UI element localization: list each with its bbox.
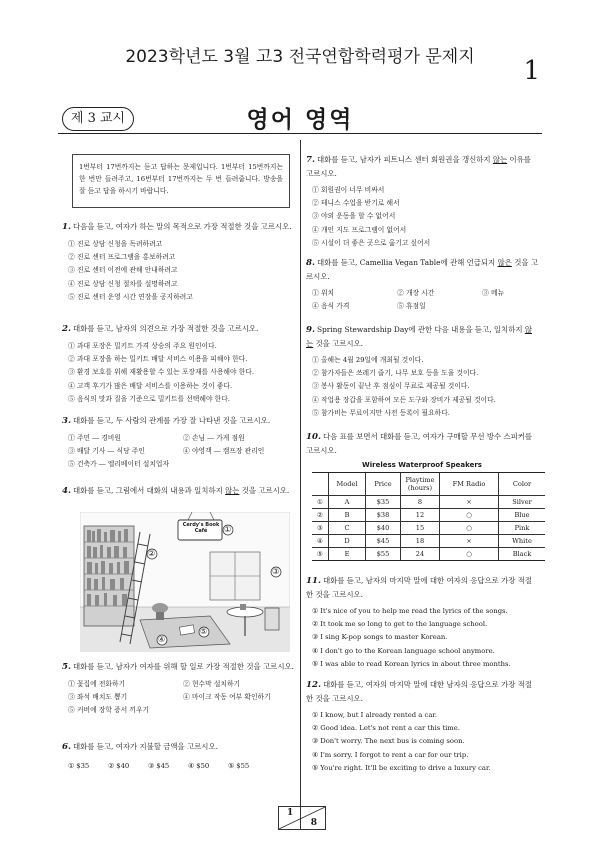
label-2: ② (148, 549, 156, 558)
col-price: Price (366, 473, 401, 496)
col-color: Color (499, 473, 546, 496)
table-row: ③ C $40 15 ○ Pink (312, 522, 545, 535)
question-8: 8. 대화를 듣고, Camellia Vegan Table에 관해 언급되지 않은 것을 고르시오. ① 위치 ② 개장 시간 ③ 메뉴 ④ 음식 가격 ⑤ 휴점일 (306, 258, 538, 311)
cafe-sign: Cerdy's Book Café (182, 522, 220, 534)
speaker-table (312, 472, 545, 561)
label-4: ④ (158, 635, 166, 644)
question-6: 6. 대화를 듣고, 여자가 지불할 금액을 고르시오. ① $35 ② $40 ③ $45 ④ $50 ⑤ $55 (62, 742, 250, 770)
exam-title: 2023학년도 3월 고3 전국연합학력평가 문제지 (125, 47, 475, 67)
question-7: 7. 대화를 듣고, 남자가 피트니스 센터 회원권을 갱신하지 않는 이유를 고르시오. ① 회원권이 너무 비싸서 ② 테니스 수업을 받기로 해서 ③ 야외 운동을 할 수 없어서 ④ 개인 지도 프로그램이 없어서 ⑤ 시설이 더 좋은 곳으로 옮기고 싶어서 (306, 155, 531, 247)
col-fm-radio: FM Radio (440, 473, 499, 496)
question-3: 3. 대화를 듣고, 두 사람의 관계를 가장 잘 나타낸 것을 고르시오. ① 주민 ― 경비원 ② 손님 ― 가게 점원 ③ 배달 기사 ― 식당 주인 ④ 야영객 ― 캠프장 관리인 ⑤ 건축가 ― 엘리베이터 설치업자 (62, 416, 271, 469)
listening-notice: 1번부터 17번까지는 듣고 답하는 문제입니다. 1번부터 15번까지는 한 번만 들려주고, 16번부터 17번까지는 두 번 들려줍니다. 방송을 잘 듣고 답을 하시기 바랍니다. (72, 154, 290, 208)
col-model: Model (329, 473, 366, 496)
column-divider (300, 140, 301, 830)
question-9: 9. Spring Stewardship Day에 관한 다음 내용을 듣고, 일치하지 않는 것을 고르시오. ① 올해는 4월 29일에 개최될 것이다. ② 참가자들은 쓰레기 줍기, 나무 보호 등을 도울 것이다. ③ 봉사 활동이 끝난 후 점심이 무료로 제공될 것이다. ④ 작업용 장갑을 포함하여 모든 도구와 장비가 제공될 것이다. ⑤ 참가비는 무료이지만 사전 등록이 필요하다. (306, 325, 532, 417)
label-3: ③ (272, 567, 280, 576)
question-11: 11. 대화를 듣고, 남자의 마지막 말에 대한 여자의 응답으로 가장 적절한 것을 고르시오. ① It's nice of you to help me read the lyrics of the songs. ② It took me so long to get to the language school. ③ I sing K-pop songs to master Korean. ④ I don't go to the Korean language school anymore. ⑤ I was able to read Korean lyrics in about three months. (306, 576, 533, 668)
table-row: ④ D $45 18 × White (312, 535, 545, 548)
page-number: 1 (523, 56, 540, 86)
question-4: 4. 대화를 듣고, 그림에서 대화의 내용과 일치하지 않는 것을 고르시오. (62, 486, 290, 496)
col-playtime: Playtime (hours) (401, 473, 440, 496)
table-header-row (312, 473, 545, 496)
page-indicator (278, 806, 326, 830)
question-5: 5. 대화를 듣고, 남자가 여자를 위해 할 일로 가장 적절한 것을 고르시오. ① 꽃집에 전화하기 ② 현수막 설치하기 ③ 좌석 배치도 뽑기 ④ 마이크 작동 여부 확인하기 ⑤ 커버에 장학 증서 끼우기 (62, 662, 294, 715)
current-page: 1 (287, 808, 294, 818)
question-1: 1. 다음을 듣고, 여자가 하는 말의 목적으로 가장 적절한 것을 고르시오. ① 진로 상담 신청을 독려하려고 ② 진로 센터 프로그램을 홍보하려고 ③ 진로 센터 이전에 관해 안내하려고 ④ 진로 상담 신청 절차를 설명하려고 ⑤ 진로 센터 운영 시간 연장을 공지하려고 (62, 222, 292, 301)
label-1: ① (224, 525, 232, 534)
label-5: ⑤ (200, 627, 208, 636)
session-badge: 제 3 교시 (62, 107, 134, 131)
question-12: 12. 대화를 듣고, 여자의 마지막 말에 대한 남자의 응답으로 가장 적절한 것을 고르시오. ① I know, but I already rented a car. ② Good idea. Let's not rent a car this time. ③ Don't worry. The next bus is coming soon. ④ I'm sorry. I forgot to rent a car for our trip. ⑤ You're right. It'll be exciting to drive a luxury car. (306, 680, 533, 772)
header-rule (58, 133, 542, 134)
subject-title: 영어 영역 (246, 107, 354, 133)
table-row: ① A $35 8 × Silver (312, 496, 545, 509)
page-indicator-slash (279, 807, 325, 829)
speaker-table-wrap (312, 472, 545, 561)
table-title: Wireless Waterproof Speakers (362, 461, 482, 469)
question-2: 2. 대화를 듣고, 남자의 의견으로 가장 적절한 것을 고르시오. ① 과대 포장은 밀키트 가격 상승의 주요 원인이다. ② 과대 포장을 하는 밀키트 배달 서비스 이용을 피해야 한다. ③ 환경 보호를 위해 재활용할 수 있는 포장재를 사용해야 한다. ④ 고객 후기가 많은 배달 서비스를 이용하는 것이 좋다. ⑤ 음식의 맛과 질을 기준으로 밀키트를 선택해야 한다. (62, 324, 259, 403)
table-row: ② B $38 12 ○ Blue (312, 509, 545, 522)
table-row: ⑤ E $55 24 ○ Black (312, 548, 545, 561)
cafe-illustration (80, 512, 290, 652)
question-10: 10. 다음 표를 보면서 대화를 듣고, 여자가 구매할 무선 방수 스피커를 고르시오. (306, 432, 533, 455)
total-pages: 8 (310, 818, 317, 828)
